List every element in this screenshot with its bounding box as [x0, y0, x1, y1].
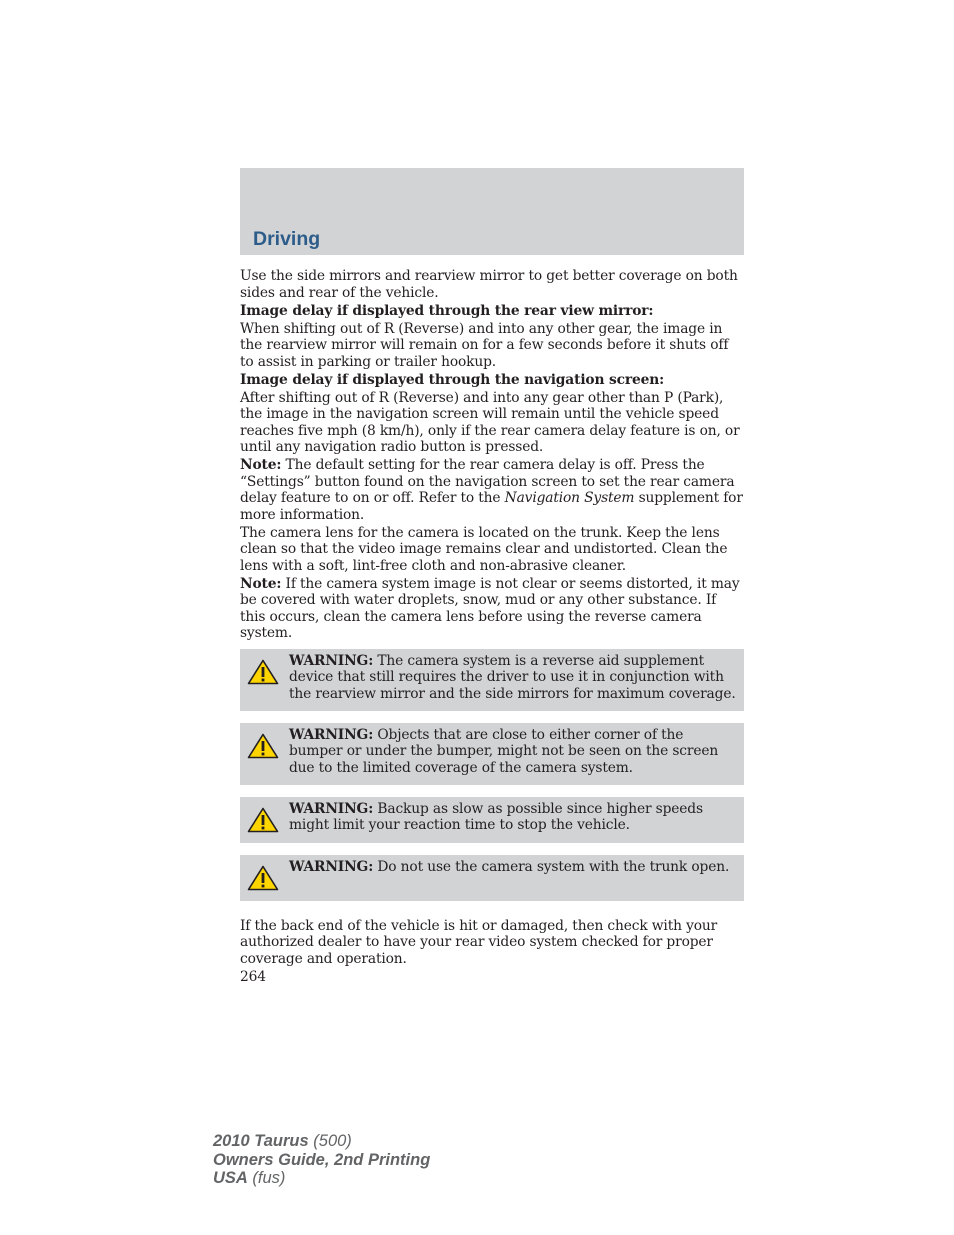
footer-line-guide: [213, 1151, 430, 1170]
warning-box: [240, 855, 744, 901]
warning-label: WARNING:: [289, 800, 374, 817]
warning-text: The camera system is a reverse aid supplement device that still requires the driver to use it in conjunction with the rearview mirror and the side mirrors for maximum coverage.: [289, 652, 736, 702]
warning-triangle-icon: [247, 659, 279, 685]
footer-market: USA: [213, 1169, 248, 1187]
heading-navigation-screen-delay: Image delay if displayed through the navigation screen:: [240, 371, 665, 388]
warning-label: WARNING:: [289, 726, 374, 743]
note-text: If the camera system image is not clear or seems distorted, it may be covered with water droplets, snow, mud or any other substance. If this occurs, clean the camera lens before using the reverse camera system.: [240, 575, 740, 641]
note-label: Note:: [240, 575, 282, 592]
warning-label: WARNING:: [289, 652, 374, 669]
footer-line-market: [213, 1169, 430, 1188]
warning-triangle-icon: [247, 807, 279, 833]
note-camera-delay-setting: [240, 457, 744, 523]
paragraph-vehicle-damage: If the back end of the vehicle is hit or damaged, then check with your authorized dealer to have your rear video system checked for proper coverage and operation.: [240, 917, 718, 967]
warning-triangle-icon: [247, 733, 279, 759]
note-text: The default setting for the rear camera delay is off. Press the “Settings” button found on the navigation screen to set the rear camera delay feature to on or off. Refer to the: [240, 457, 735, 506]
warning-box: [240, 723, 744, 785]
paragraph-side-mirrors: Use the side mirrors and rearview mirror to get better coverage on both sides and rear of the vehicle.: [240, 268, 738, 301]
footer-model-name: 2010 Taurus: [213, 1132, 309, 1150]
note-label: Note:: [240, 457, 282, 473]
warning-text: Do not use the camera system with the trunk open.: [373, 858, 730, 875]
document-footer: [213, 1132, 430, 1188]
heading-rear-view-mirror-delay: Image delay if displayed through the rear view mirror:: [240, 302, 654, 319]
paragraph-navigation-screen-delay: After shifting out of R (Reverse) and into any gear other than P (Park), the image in the navigation screen will remain until the vehicle speed reaches five mph (8 km/h), only if the rear camera delay feature is on, or until any navigation radio button is pressed.: [240, 389, 740, 455]
section-header-band: [240, 168, 744, 255]
warning-text: Objects that are close to either corner of the bumper or under the bumper, might not be seen on the screen due to the limited coverage of the camera system.: [289, 726, 719, 776]
note-camera-image: [240, 576, 744, 642]
footer-market-code: (fus): [247, 1169, 286, 1187]
note-text: supplement for more information.: [240, 490, 743, 523]
warning-triangle-icon: [247, 865, 279, 891]
footer-model-code: (500): [308, 1132, 352, 1150]
navigation-system-reference: Navigation System: [504, 490, 635, 506]
warning-text: Backup as slow as possible since higher speeds might limit your reaction time to stop the vehicle.: [289, 800, 703, 833]
page-content: [240, 268, 744, 987]
paragraph-rear-view-mirror-delay: When shifting out of R (Reverse) and into any other gear, the image in the rearview mirror will remain on for a few seconds before it shuts off to assist in parking or trailer hookup.: [240, 320, 729, 370]
paragraph-camera-lens: The camera lens for the camera is located on the trunk. Keep the lens clean so that the video image remains clear and undistorted. Clean the lens with a soft, lint-free cloth and non-abrasive cleaner.: [240, 524, 728, 574]
warning-label: WARNING:: [289, 858, 374, 875]
warning-box: [240, 797, 744, 843]
section-title: Driving: [253, 228, 321, 250]
footer-line-model: [213, 1132, 430, 1151]
page-number: 264: [240, 968, 266, 985]
warning-box: [240, 649, 744, 711]
footer-guide-edition: Owners Guide, 2nd Printing: [213, 1150, 431, 1169]
